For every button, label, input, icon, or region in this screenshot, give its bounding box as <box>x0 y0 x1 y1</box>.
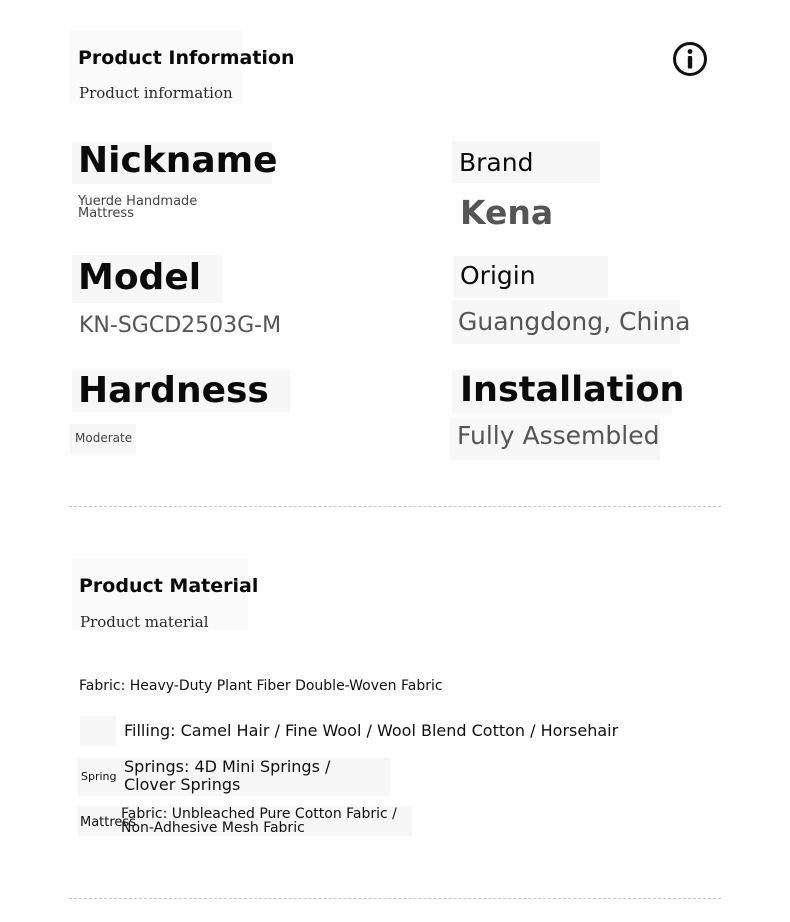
origin-value: Guangdong, China <box>458 307 691 336</box>
brand-value: Kena <box>460 193 554 232</box>
origin-label: Origin <box>460 261 536 290</box>
material-mattress-fabric: Fabric: Unbleached Pure Cotton Fabric / Non-Adhesive Mesh Fabric <box>121 806 397 836</box>
spring-label: Spring <box>81 770 117 783</box>
brand-label: Brand <box>459 148 534 177</box>
model-label: Model <box>78 257 202 298</box>
filling-icon-bg <box>80 716 116 746</box>
info-circle-icon[interactable] <box>672 41 708 77</box>
material-fabric: Fabric: Heavy-Duty Plant Fiber Double-Woven Fabric <box>79 678 443 694</box>
model-value: KN-SGCD2503G-M <box>79 313 282 338</box>
divider-bottom <box>69 898 721 899</box>
divider-top <box>69 506 721 507</box>
nickname-value: Yuerde Handmade Mattress <box>78 194 198 221</box>
material-filling: Filling: Camel Hair / Fine Wool / Wool Blend Cotton / Horsehair <box>124 721 619 740</box>
mattress-label: Mattress <box>80 815 136 830</box>
material-springs: Springs: 4D Mini Springs / Clover Springs <box>124 757 331 794</box>
section-subtitle: Product information <box>79 84 233 102</box>
material-subtitle: Product material <box>80 613 209 631</box>
hardness-label: Hardness <box>78 370 269 411</box>
section-title: Product Information <box>78 47 295 69</box>
installation-label: Installation <box>460 370 685 410</box>
material-title: Product Material <box>79 575 259 597</box>
installation-value: Fully Assembled <box>457 421 660 450</box>
hardness-value: Moderate <box>75 431 133 445</box>
nickname-label: Nickname <box>78 140 278 181</box>
